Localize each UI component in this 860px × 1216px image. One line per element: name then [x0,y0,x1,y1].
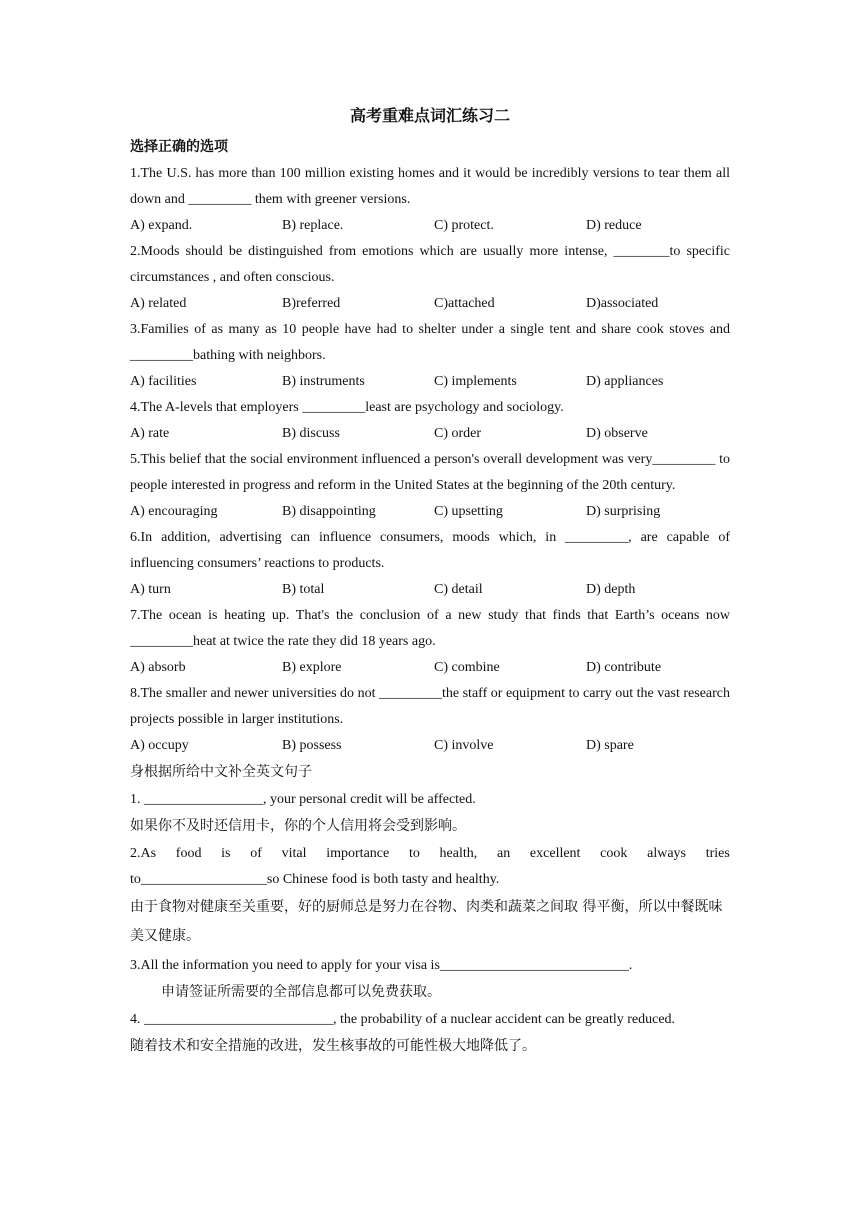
translation-item-1 [130,787,730,839]
option-b: B) replace. [282,218,344,233]
section-heading-translation: 身根据所给中文补全英文句子 [130,764,312,780]
question-stem: 5.This belief that the social environment influenced a person's overall development was very_________ to people interested in progress and reform in the United States at the beginning of the 20th century. [130,452,730,493]
translation-item-2 [130,841,730,951]
option-c: C)attached [434,296,495,311]
option-a: A) occupy [130,738,189,753]
word: vital [281,846,307,861]
option-c: C) implements [434,374,517,389]
option-b: B) total [282,582,325,597]
option-d: D) observe [586,426,648,441]
option-c: C) protect. [434,218,494,233]
option-row [130,369,730,395]
option-d: D)associated [586,296,659,311]
page-title: 高考重难点词汇练习二 [349,108,510,125]
question-stem: 1.The U.S. has more than 100 million existing homes and it would be incredibly versions to tear them all down and _________ them with greener versions. [130,166,730,207]
word: of [250,846,262,861]
question-6 [130,525,730,603]
translation-sentence-en: 4. ___________________________, the probability of a nuclear accident can be greatly reduced. [130,1012,676,1027]
question-stem: 8.The smaller and newer universities do not _________the staff or equipment to carry out the vast research projects possible in larger institutions. [130,686,730,727]
word: an [496,846,511,861]
option-a: A) related [130,296,187,311]
option-row [130,421,730,447]
question-2 [130,239,730,317]
question-stem: 2.Moods should be distinguished from emotions which are usually more intense, ________to specific circumstances , and often conscious. [130,244,730,285]
translation-sentence-en-line1 [130,841,730,867]
option-a: A) rate [130,426,170,441]
section-heading-choice: 选择正确的选项 [130,140,228,155]
translation-sentence-cn: 如果你不及时还信用卡，你的个人信用将会受到影响。 [130,818,466,834]
option-b: B) explore [282,660,342,675]
option-c: C) involve [434,738,494,753]
option-a: A) turn [130,582,171,597]
option-a: A) absorb [130,660,186,675]
word: is [221,846,231,861]
word: tries [705,846,730,861]
translation-sentence-cn: 随着技术和安全措施的改进，发生核事故的可能性极大地降低了。 [130,1038,536,1054]
question-stem: 7.The ocean is heating up. That's the conclusion of a new study that finds that Earth’s oceans now _________heat at twice the rate they did 18 years ago. [130,608,730,649]
option-d: D) spare [586,738,634,753]
translation-sentence-en: 3.All the information you need to apply for your visa is___________________________. [130,958,633,973]
word: health, [439,846,478,861]
option-row [130,655,730,681]
option-b: B) disappointing [282,504,376,519]
option-a: A) expand. [130,218,193,233]
question-5 [130,447,730,525]
option-c: C) combine [434,660,500,675]
question-7 [130,603,730,681]
option-c: C) upsetting [434,504,503,519]
option-row [130,291,730,317]
word: excellent [529,846,581,861]
translation-sentence-cn: 申请签证所需要的全部信息都可以免费获取。 [161,984,441,1000]
option-d: D) contribute [586,660,662,675]
word: importance [326,846,390,861]
option-row [130,733,730,759]
option-c: C) detail [434,582,483,597]
option-d: D) surprising [586,504,661,519]
translation-item-4 [130,1007,730,1059]
word: 2.As [130,846,157,861]
translation-sentence-en-line2: to__________________so Chinese food is both tasty and healthy. [130,872,500,887]
option-d: D) depth [586,582,636,597]
question-4 [130,395,730,447]
word: food [175,846,202,861]
question-stem: 3.Families of as many as 10 people have had to shelter under a single tent and share cook stoves and _________bathing with neighbors. [130,322,730,363]
word: cook [600,846,628,861]
option-b: B) possess [282,738,342,753]
question-stem: 4.The A-levels that employers _________least are psychology and sociology. [130,400,564,415]
question-8 [130,681,730,759]
option-d: D) reduce [586,218,642,233]
option-row [130,213,730,239]
question-1 [130,161,730,239]
translation-sentence-en: 1. _________________, your personal credit will be affected. [130,792,476,807]
option-b: B) discuss [282,426,340,441]
translation-sentence-cn: 由于食物对健康至关重要，好的厨师总是努力在谷物、肉类和蔬菜之间取 得平衡，所以中餐既味美又健康。 [130,899,723,944]
option-b: B)referred [282,296,341,311]
option-a: A) facilities [130,374,197,389]
option-c: C) order [434,426,482,441]
word: to [408,846,420,861]
question-3 [130,317,730,395]
question-stem: 6.In addition, advertising can influence consumers, moods which, in _________, are capable of influencing consumers’ reactions to products. [130,530,730,571]
option-a: A) encouraging [130,504,218,519]
word: always [647,846,686,861]
option-b: B) instruments [282,374,365,389]
translation-item-3 [130,953,730,1005]
option-row [130,499,730,525]
option-row [130,577,730,603]
document-content [130,103,730,1059]
option-d: D) appliances [586,374,664,389]
